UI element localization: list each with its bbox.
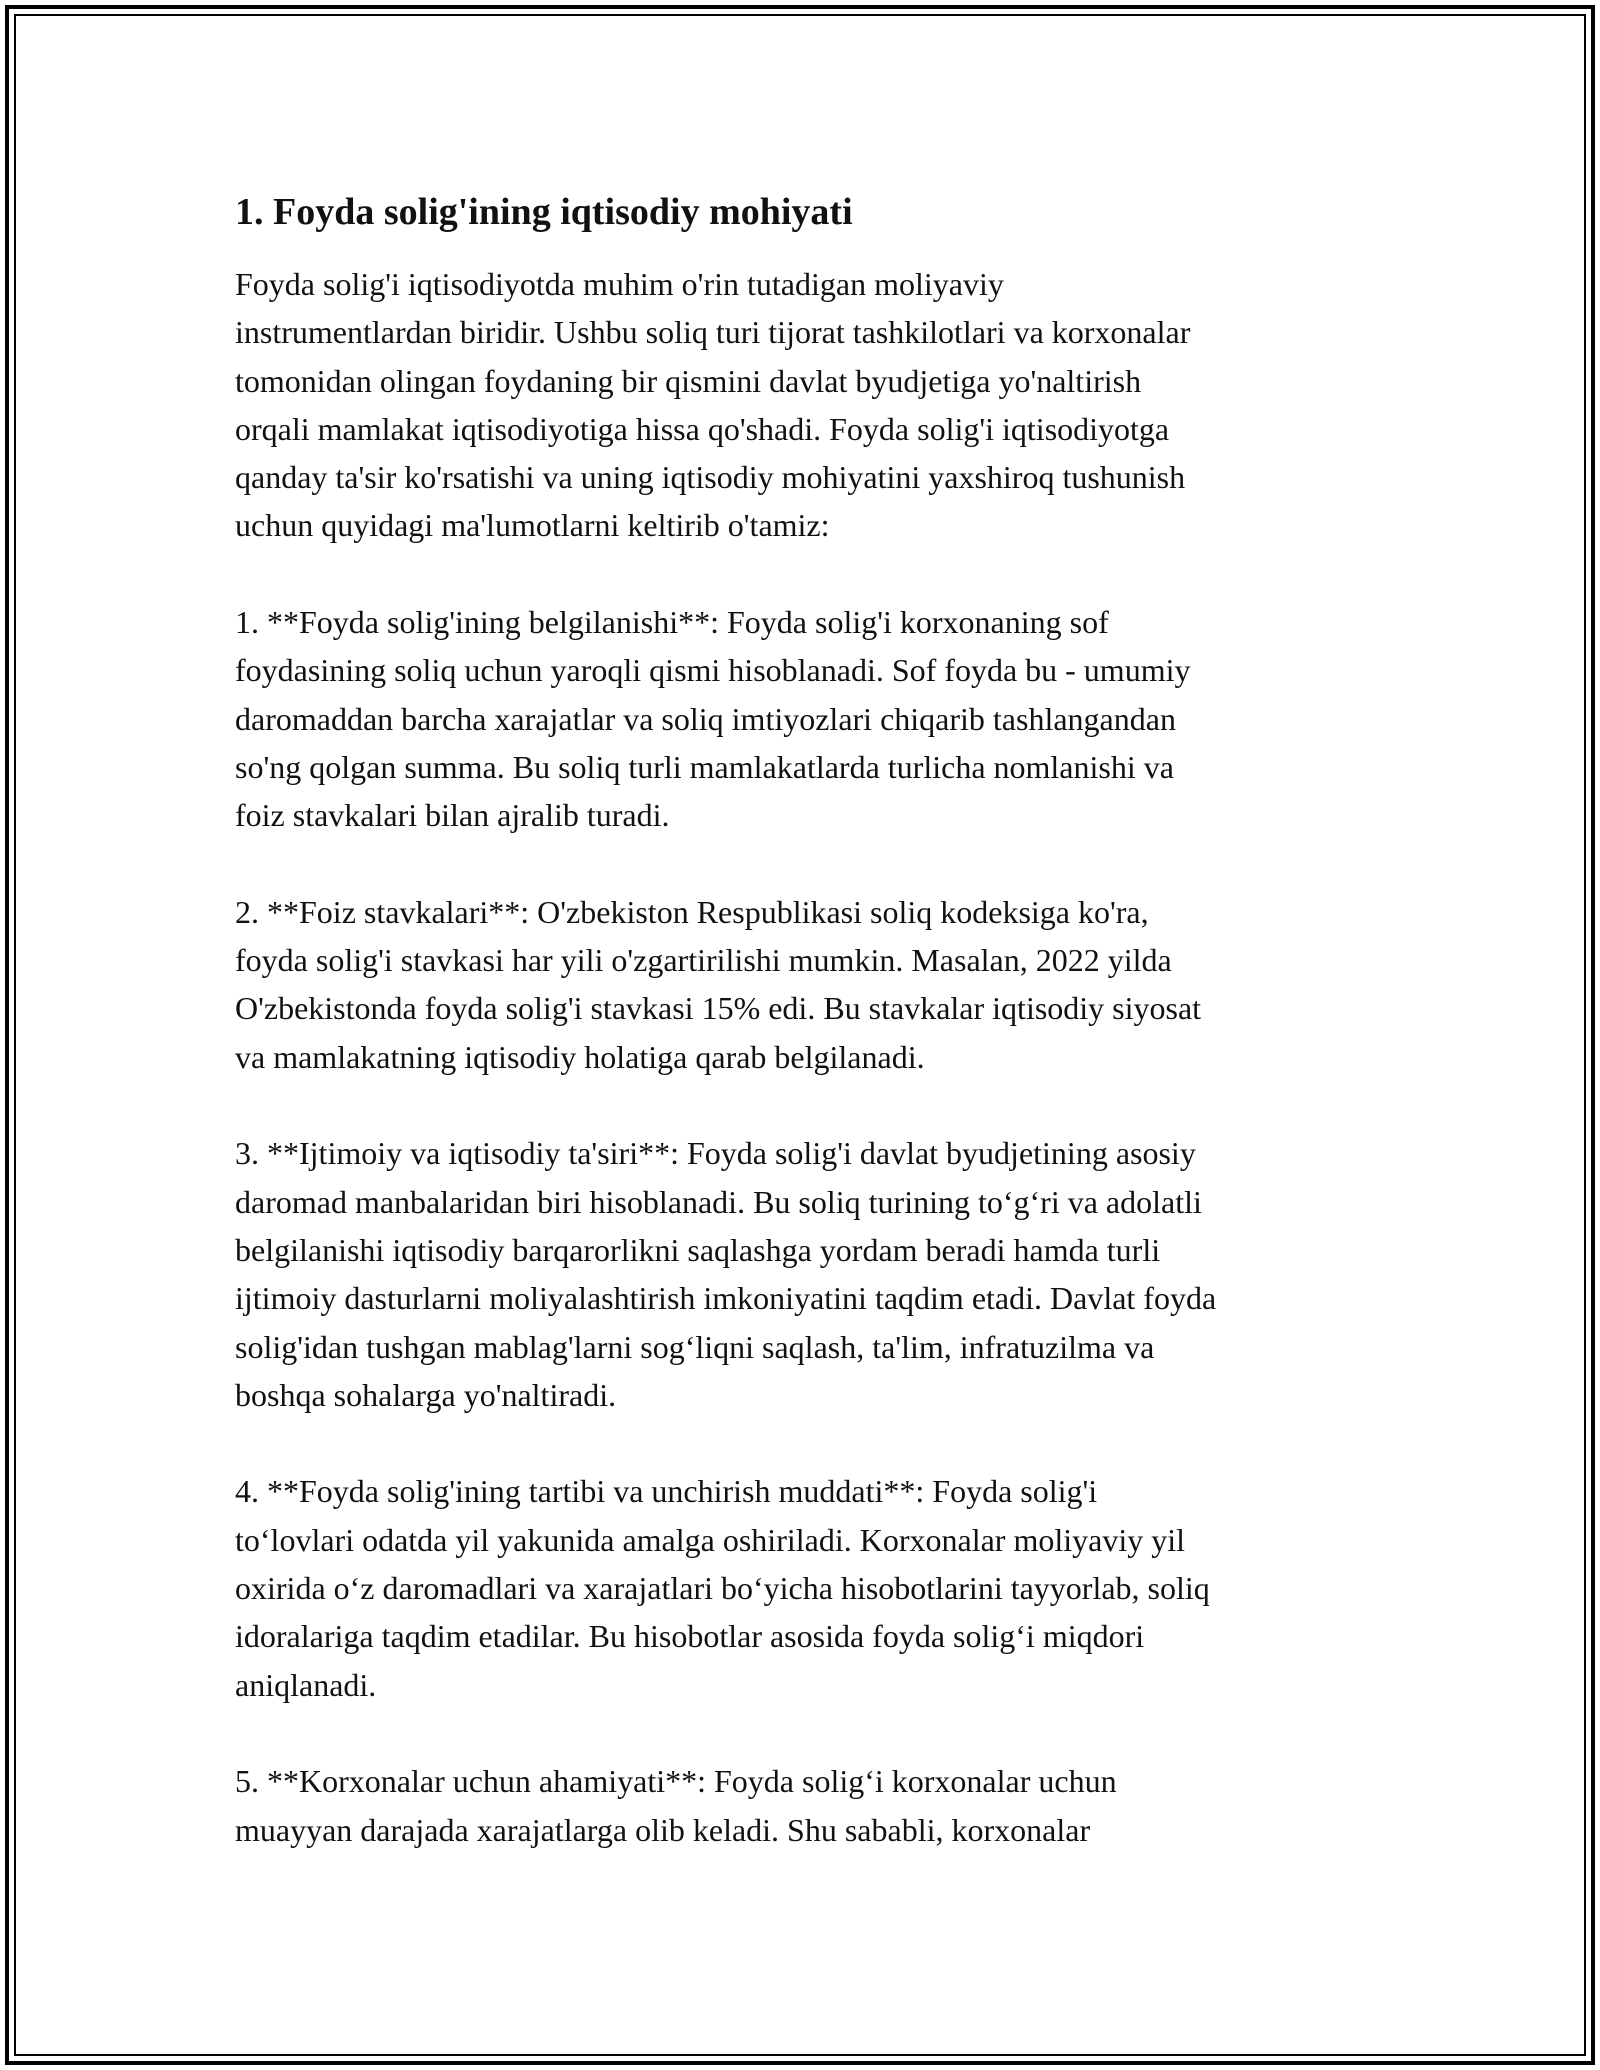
point-4-paragraph: 4. **Foyda solig'ining tartibi va unchirish muddati**: Foyda solig'i to‘lovlari odatda yil yakunida amalga oshiriladi. Korxonalar moliyaviy yil oxirida o‘z daromadlari va xarajatlari bo‘yicha hisobotlarini tayyorlab, soliq idoralariga taqdim etadilar. Bu hisobotlar asosida foyda solig‘i miqdori aniqlanadi. bbox=[235, 1473, 1210, 1703]
document-body bbox=[235, 188, 1370, 1902]
point-1-paragraph: 1. **Foyda solig'ining belgilanishi**: Foyda solig'i korxonaning sof foydasining soliq uchun yaroqli qismi hisoblanadi. Sof foyda bu - umumiy daromaddan barcha xarajatlar va soliq imtiyozlari chiqarib tashlangandan so'ng qolgan summa. Bu soliq turli mamlakatlarda turlicha nomlanishi va foiz stavkalari bilan ajralib turadi. bbox=[235, 604, 1191, 834]
point-2-paragraph: 2. **Foiz stavkalari**: O'zbekiston Respublikasi soliq kodeksiga ko'ra, foyda solig'i stavkasi har yili o'zgartirilishi mumkin. Masalan, 2022 yilda O'zbekistonda foyda solig'i stavkasi 15% edi. Bu stavkalar iqtisodiy siyosat va mamlakatning iqtisodiy holatiga qarab belgilanadi. bbox=[235, 893, 1202, 1075]
point-3-paragraph: 3. **Ijtimoiy va iqtisodiy ta'siri**: Foyda solig'i davlat byudjetining asosiy daromad manbalaridan biri hisoblanadi. Bu soliq turining to‘g‘ri va adolatli belgilanishi iqtisodiy barqarorlikni saqlashga yordam beradi hamda turli ijtimoiy dasturlarni moliyalashtirish imkoniyatini taqdim etadi. Davlat foyda solig'idan tushgan mablag'larni sog‘liqni saqlash, ta'lim, infratuzilma va boshqa sohalarga yo'naltiradi. bbox=[235, 1135, 1217, 1413]
intro-paragraph: Foyda solig'i iqtisodiyotda muhim o'rin tutadigan moliyaviy instrumentlardan biridir. Ushbu soliq turi tijorat tashkilotlari va korxonalar tomonidan olingan foydaning bir qismini davlat byudjetiga yo'naltirish orqali mamlakat iqtisodiyotiga hissa qo'shadi. Foyda solig'i iqtisodiyotga qanday ta'sir ko'rsatishi va uning iqtisodiy mohiyatini yaxshiroq tushunish uchun quyidagi ma'lumotlarni keltirib o'tamiz: bbox=[235, 266, 1191, 544]
point-5-paragraph: 5. **Korxonalar uchun ahamiyati**: Foyda solig‘i korxonalar uchun muayyan darajada xarajatlarga olib keladi. Shu sababli, korxonalar bbox=[235, 1763, 1117, 1848]
section-title: 1. Foyda solig'ining iqtisodiy mohiyati bbox=[235, 191, 853, 233]
